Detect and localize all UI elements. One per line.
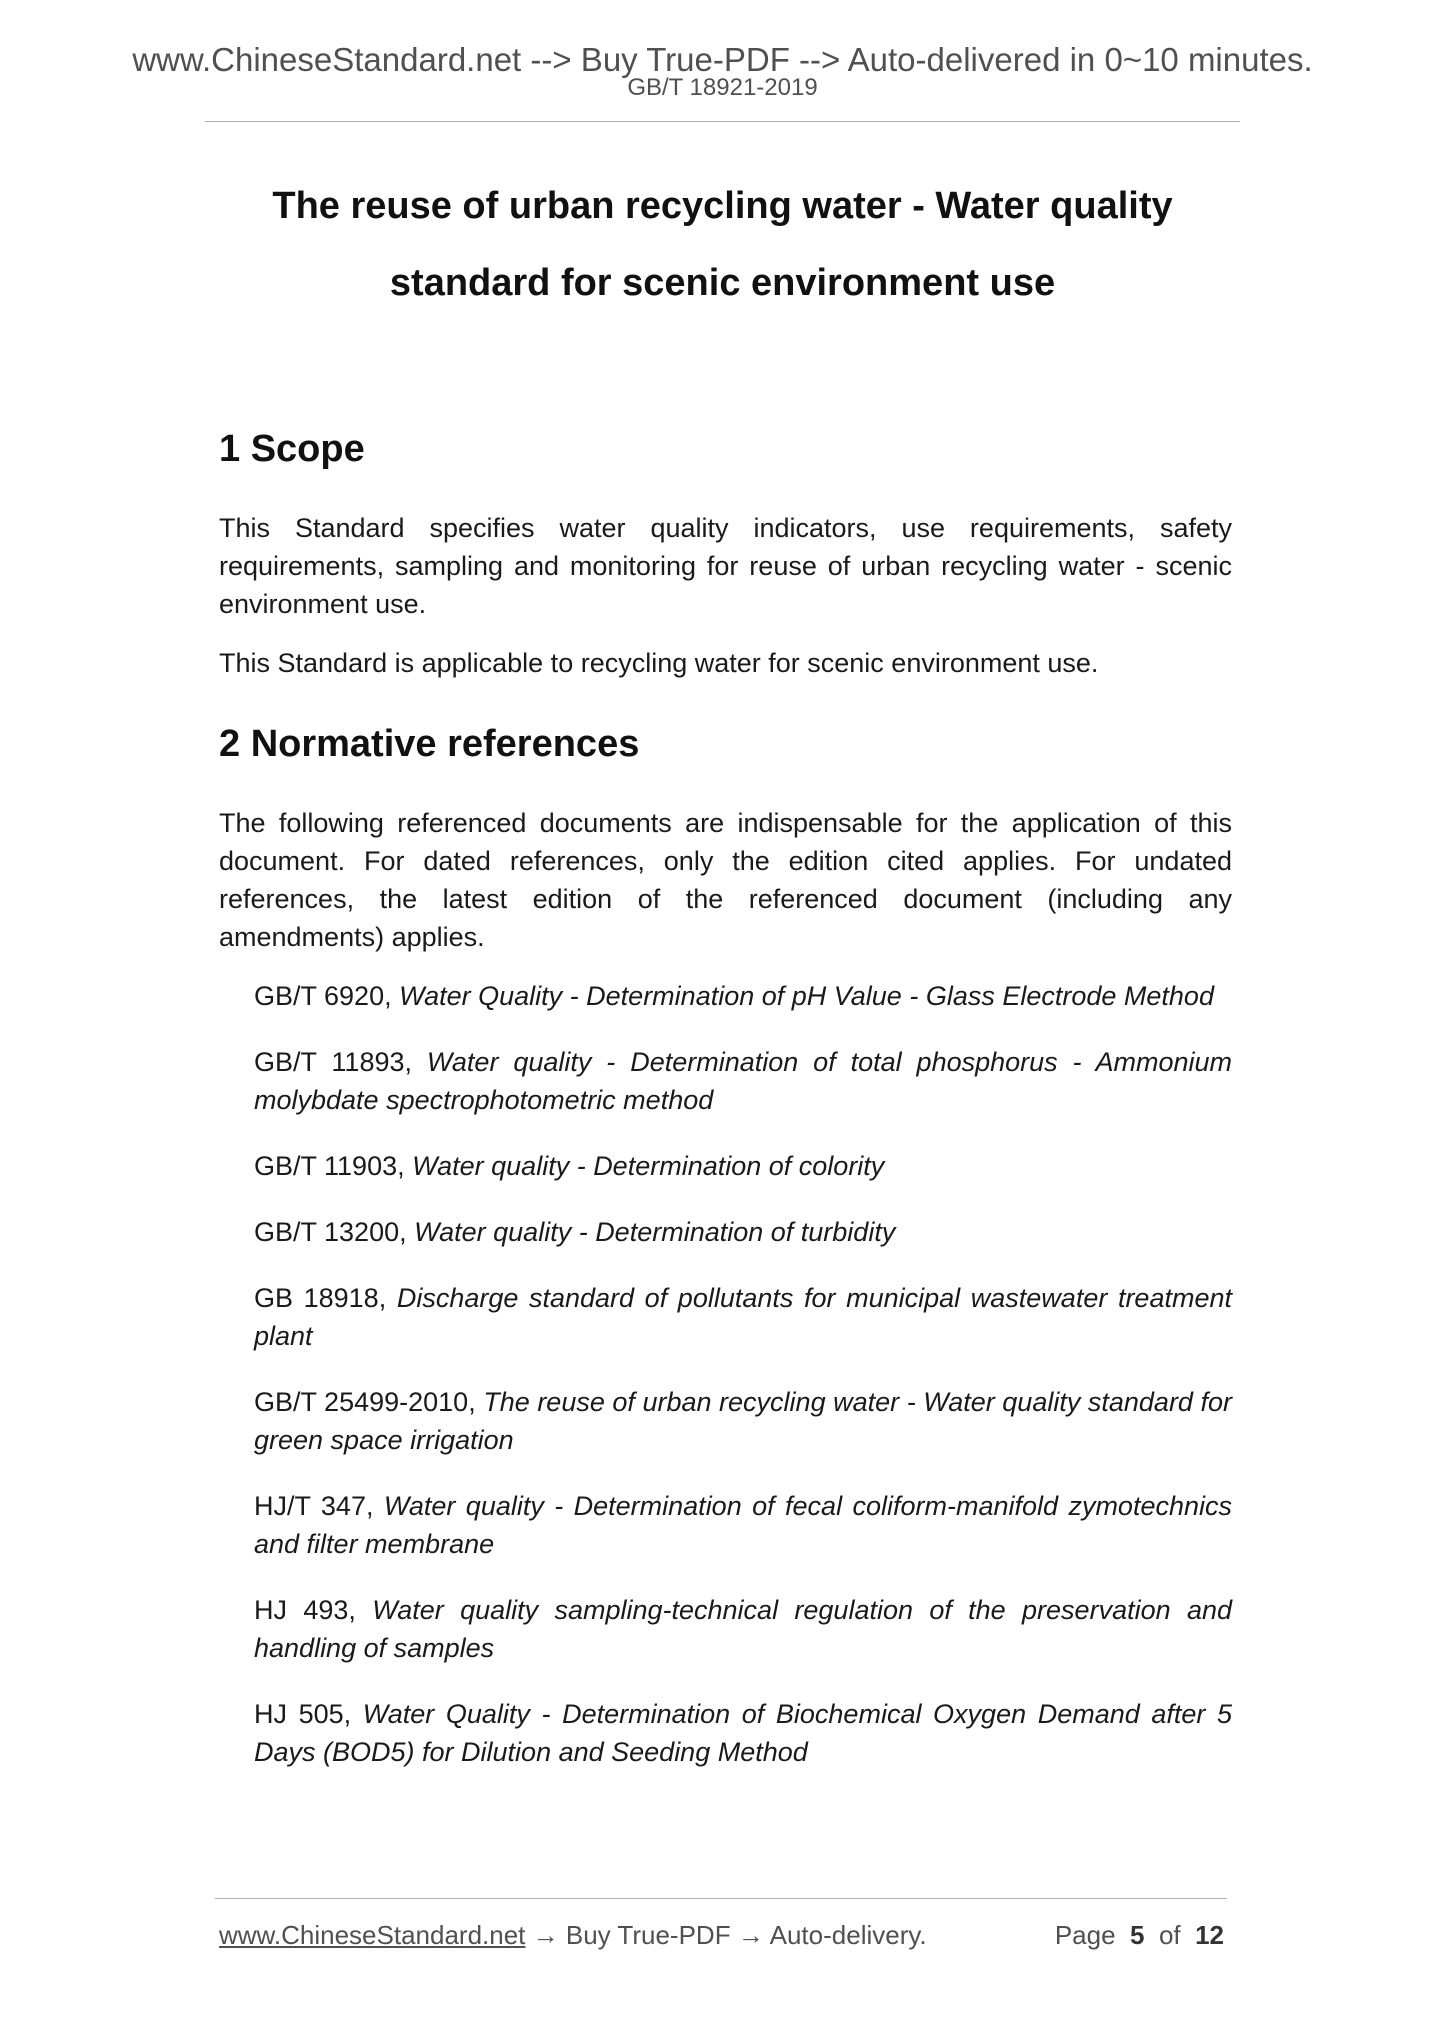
- reference-code: HJ 505,: [254, 1699, 352, 1729]
- reference-title: Water quality - Determination of turbidity: [414, 1217, 896, 1247]
- header-banner: www.ChineseStandard.net --> Buy True-PDF --> Auto-delivered in 0~10 minutes.: [132, 41, 1313, 78]
- reference-code: HJ/T 347,: [254, 1491, 374, 1521]
- reference-title: Water quality - Determination of total phosphorus - Ammonium molybdate spectrophotometric method: [254, 1047, 1232, 1115]
- section-heading-normative-references: 2 Normative references: [219, 723, 640, 765]
- footer-divider: [215, 1898, 1227, 1899]
- section-heading-scope: 1 Scope: [219, 428, 365, 470]
- scope-paragraph-2: This Standard is applicable to recycling water for scenic environment use.: [219, 648, 1099, 678]
- reference-title: The reuse of urban recycling water - Water quality standard for green space irrigation: [254, 1387, 1232, 1455]
- page-label: Page: [1054, 1920, 1116, 1950]
- reference-title: Discharge standard of pollutants for municipal wastewater treatment plant: [254, 1283, 1232, 1351]
- arrow-right-icon: →: [532, 1920, 559, 1950]
- footer-delivery-text: Auto-delivery.: [769, 1920, 927, 1950]
- total-pages-number: 12: [1195, 1920, 1224, 1950]
- current-page-number: 5: [1130, 1920, 1145, 1950]
- document-title: [205, 168, 1240, 322]
- reference-code: GB/T 6920,: [254, 981, 392, 1011]
- reference-item: [254, 977, 1232, 1015]
- footer-site-link[interactable]: www.ChineseStandard.net: [219, 1920, 526, 1950]
- scope-paragraph-1: This Standard specifies water quality indicators, use requirements, safety requirements, sampling and monitoring for reuse of urban recycling water - scenic environment use.: [219, 513, 1232, 619]
- reference-code: GB 18918,: [254, 1283, 387, 1313]
- reference-item: [254, 1279, 1232, 1355]
- reference-item: [254, 1591, 1232, 1667]
- reference-title: Water Quality - Determination of Biochemical Oxygen Demand after 5 Days (BOD5) for Dilution and Seeding Method: [254, 1699, 1232, 1767]
- title-line-1: The reuse of urban recycling water - Water quality: [272, 185, 1173, 227]
- reference-title: Water Quality - Determination of pH Value - Glass Electrode Method: [399, 981, 1214, 1011]
- reference-item: [254, 1487, 1232, 1563]
- page-footer: [219, 1918, 1224, 1952]
- reference-item: [254, 1213, 1232, 1251]
- reference-list: [219, 977, 1232, 1771]
- document-id: GB/T 18921-2019: [627, 74, 818, 101]
- reference-code: HJ 493,: [254, 1595, 356, 1625]
- footer-links: [219, 1918, 927, 1952]
- reference-title: Water quality - Determination of colority: [412, 1151, 885, 1181]
- reference-item: [254, 1383, 1232, 1459]
- arrow-right-icon: →: [737, 1920, 764, 1950]
- reference-code: GB/T 13200,: [254, 1217, 407, 1247]
- reference-title: Water quality sampling-technical regulation of the preservation and handling of samples: [254, 1595, 1232, 1663]
- reference-code: GB/T 25499-2010,: [254, 1387, 476, 1417]
- footer-buy-text: Buy True-PDF: [565, 1920, 731, 1950]
- references-intro-paragraph: The following referenced documents are indispensable for the application of this document. For dated references, only the edition cited applies. For undated references, the latest edition of the referenced document (including any amendments) applies.: [219, 808, 1232, 952]
- document-body: [219, 425, 1232, 1799]
- header-divider: [205, 121, 1240, 122]
- of-label: of: [1158, 1920, 1181, 1950]
- reference-code: GB/T 11903,: [254, 1151, 405, 1181]
- page-number: [1055, 1918, 1224, 1952]
- reference-item: [254, 1695, 1232, 1771]
- reference-item: [254, 1043, 1232, 1119]
- reference-item: [254, 1147, 1232, 1185]
- reference-code: GB/T 11893,: [254, 1047, 413, 1077]
- title-line-2: standard for scenic environment use: [389, 262, 1056, 304]
- reference-title: Water quality - Determination of fecal coliform-manifold zymotechnics and filter membrane: [254, 1491, 1232, 1559]
